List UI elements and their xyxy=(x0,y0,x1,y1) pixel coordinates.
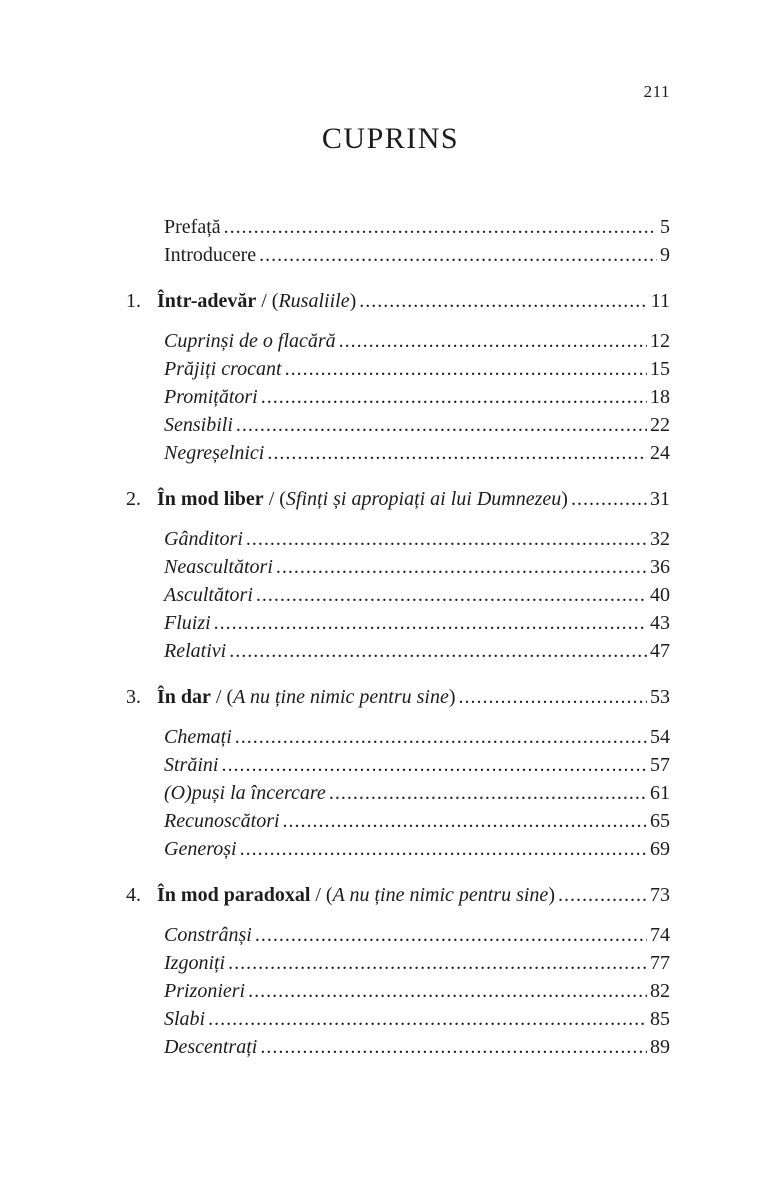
chapter-close-paren: ) xyxy=(561,488,568,510)
toc-page-ref: 5 xyxy=(660,216,670,238)
toc-entry-text: Generoși xyxy=(164,838,237,860)
toc-chapter-heading[interactable] xyxy=(0,290,670,318)
chapter-heading-text: Într-adevăr xyxy=(157,290,257,312)
dot-leader xyxy=(221,754,647,777)
toc-entry[interactable] xyxy=(0,612,670,640)
dot-leader xyxy=(571,488,647,511)
toc-entry-text: Slabi xyxy=(164,1008,206,1030)
toc-entry-label xyxy=(164,1036,257,1059)
chapter-subtitle: A nu ține nimic pentru sine xyxy=(332,884,549,906)
dot-leader xyxy=(359,290,647,313)
dot-leader xyxy=(329,782,647,805)
toc-entry-text: Prăjiți crocant xyxy=(164,358,282,380)
toc-entry[interactable] xyxy=(0,556,670,584)
toc-page-ref: 85 xyxy=(650,1008,670,1030)
chapter-close-paren: ) xyxy=(349,290,357,312)
toc-chapter-heading[interactable] xyxy=(0,884,670,912)
dot-leader xyxy=(261,386,647,409)
chapter-title xyxy=(157,290,356,313)
toc-entry[interactable] xyxy=(0,414,670,442)
dot-leader xyxy=(255,924,647,947)
dot-leader xyxy=(246,528,647,551)
chapter-title xyxy=(157,884,555,907)
chapter-spacer xyxy=(0,516,781,528)
chapter-number: 3. xyxy=(126,686,141,708)
dot-leader xyxy=(229,640,647,663)
toc-entry-label: Prefață xyxy=(164,216,221,238)
toc-page-ref: 69 xyxy=(650,838,670,860)
toc-entry-text: Relativi xyxy=(164,640,227,662)
chapter-close-paren: ) xyxy=(448,686,456,708)
dot-leader xyxy=(276,556,647,579)
toc-page-ref: 12 xyxy=(650,330,670,352)
toc-entry-label xyxy=(164,952,225,975)
dot-leader xyxy=(236,414,647,437)
toc-entry-label xyxy=(164,358,282,381)
toc-entry-label xyxy=(164,584,253,607)
dot-leader xyxy=(240,838,647,861)
dot-leader xyxy=(339,330,647,353)
toc-entry-text: Ascultători xyxy=(164,584,253,606)
chapter-separator: / ( xyxy=(256,290,279,312)
toc-page-ref: 31 xyxy=(650,488,670,510)
toc-entry[interactable] xyxy=(0,924,670,952)
toc-entry-label xyxy=(164,1008,205,1031)
toc-page-ref: 24 xyxy=(650,442,670,464)
toc-entry[interactable] xyxy=(0,358,670,386)
dot-leader xyxy=(558,884,647,907)
toc-entry-text: Izgoniți xyxy=(164,952,226,974)
page-title: CUPRINS xyxy=(321,122,460,155)
toc-page-ref: 54 xyxy=(650,726,670,748)
toc-page-ref: 89 xyxy=(650,1036,670,1058)
toc-entry-label xyxy=(164,612,211,635)
chapter-separator: / ( xyxy=(210,686,234,708)
dot-leader xyxy=(260,1036,647,1059)
toc-entry[interactable] xyxy=(0,980,670,1008)
toc-entry-label xyxy=(164,838,237,861)
toc-entry-label xyxy=(164,640,226,663)
toc-entry-label xyxy=(164,528,243,551)
toc-entry[interactable] xyxy=(0,952,670,980)
dot-leader xyxy=(235,726,647,749)
toc-entry[interactable] xyxy=(0,330,670,358)
toc-entry[interactable] xyxy=(0,386,670,414)
toc-page-ref: 77 xyxy=(650,952,670,974)
toc-entry-label xyxy=(164,442,264,465)
chapter-spacer xyxy=(0,866,781,884)
toc-entry-text: (O)puși la încercare xyxy=(164,782,326,804)
toc-entry-text: Promițători xyxy=(164,386,258,408)
toc-entry-text: Negreșelnici xyxy=(164,442,265,464)
toc-entry-text: Constrânși xyxy=(164,924,252,946)
toc-entry-text: Chemați xyxy=(164,726,232,748)
toc-chapter-heading[interactable] xyxy=(0,488,670,516)
dot-leader xyxy=(248,980,647,1003)
toc-entry[interactable] xyxy=(0,442,670,470)
dot-leader xyxy=(214,612,647,635)
toc-entry-label xyxy=(164,782,326,805)
toc-front-matter-introduction[interactable] xyxy=(0,244,670,272)
toc-page-ref: 43 xyxy=(650,612,670,634)
toc-entry[interactable] xyxy=(0,528,670,556)
toc-entry-label xyxy=(164,754,218,777)
dot-leader xyxy=(285,358,647,381)
toc-page-ref: 40 xyxy=(650,584,670,606)
chapter-subtitle: Sfinți și apropiați ai lui Dumnezeu xyxy=(285,488,562,510)
chapter-number: 1. xyxy=(126,290,141,312)
toc-page-ref: 9 xyxy=(660,244,670,266)
toc-entry[interactable] xyxy=(0,640,670,668)
toc-page-ref: 53 xyxy=(650,686,670,708)
toc-entry[interactable] xyxy=(0,726,670,754)
chapter-number: 4. xyxy=(126,884,141,906)
toc-entry-label: Introducere xyxy=(164,244,257,266)
toc-page-ref: 36 xyxy=(650,556,670,578)
toc-entry[interactable] xyxy=(0,838,670,866)
dot-leader xyxy=(267,442,647,465)
toc-page-ref: 74 xyxy=(650,924,670,946)
toc-entry[interactable] xyxy=(0,584,670,612)
dot-leader xyxy=(256,584,647,607)
toc-page-ref: 18 xyxy=(650,386,670,408)
chapter-subtitle: Rusaliile xyxy=(278,290,350,312)
chapter-title xyxy=(157,488,568,511)
toc-entry-text: Neascultători xyxy=(164,556,273,578)
toc-entry-text: Descentrați xyxy=(164,1036,258,1058)
toc-entry-label xyxy=(164,726,232,749)
toc-entry[interactable] xyxy=(0,810,670,838)
toc-entry-label xyxy=(164,980,245,1003)
toc-page-ref: 65 xyxy=(650,810,670,832)
toc-entry-label xyxy=(164,556,273,579)
toc-entry-text: Străini xyxy=(164,754,219,776)
chapter-subtitle: A nu ține nimic pentru sine xyxy=(233,686,449,708)
dot-leader xyxy=(283,810,647,833)
toc-page-ref: 61 xyxy=(650,782,670,804)
toc-page-ref: 11 xyxy=(650,290,670,312)
dot-leader xyxy=(259,244,657,267)
toc-entry-text: Recunoscători xyxy=(164,810,280,832)
dot-leader xyxy=(224,216,657,239)
chapter-list xyxy=(0,272,781,1064)
toc-entry-text: Sensibili xyxy=(164,414,233,436)
toc-page-ref: 57 xyxy=(650,754,670,776)
toc-entry-label xyxy=(164,414,233,437)
toc-entry[interactable] xyxy=(0,782,670,810)
chapter-title xyxy=(157,686,456,709)
toc-entry-label xyxy=(164,386,258,409)
toc-entry[interactable] xyxy=(0,1036,670,1064)
toc-page-ref: 32 xyxy=(650,528,670,550)
chapter-heading-text: În mod paradoxal xyxy=(157,884,311,906)
toc-entry-text: Fluizi xyxy=(164,612,211,634)
toc-entry-label xyxy=(164,924,252,947)
toc-page-ref: 15 xyxy=(650,358,670,380)
chapter-heading-text: În mod liber xyxy=(157,488,264,510)
chapter-close-paren: ) xyxy=(548,884,555,906)
chapter-spacer xyxy=(0,714,781,726)
toc-entry[interactable] xyxy=(0,1008,670,1036)
chapter-spacer xyxy=(0,318,781,330)
toc-page-ref: 82 xyxy=(650,980,670,1002)
chapter-heading-text: În dar xyxy=(157,686,211,708)
toc-page-ref: 73 xyxy=(650,884,670,906)
dot-leader xyxy=(228,952,647,975)
chapter-number: 2. xyxy=(126,488,141,510)
toc-entry-text: Cuprinși de o flacără xyxy=(164,330,336,352)
chapter-spacer xyxy=(0,470,781,488)
chapter-spacer xyxy=(0,668,781,686)
toc-entry-text: Prizonieri xyxy=(164,980,246,1002)
toc-page-ref: 22 xyxy=(650,414,670,436)
chapter-separator: / ( xyxy=(263,488,286,510)
dot-leader xyxy=(459,686,647,709)
toc-entry-label xyxy=(164,330,336,353)
toc-entry-label xyxy=(164,810,280,833)
chapter-spacer xyxy=(0,272,781,290)
table-of-contents xyxy=(0,216,781,1064)
page-number: 211 xyxy=(643,82,670,101)
chapter-separator: / ( xyxy=(310,884,333,906)
chapter-spacer xyxy=(0,912,781,924)
toc-page-ref: 47 xyxy=(650,640,670,662)
toc-chapter-heading[interactable] xyxy=(0,686,670,714)
toc-front-matter-preface[interactable] xyxy=(0,216,670,244)
toc-entry[interactable] xyxy=(0,754,670,782)
toc-entry-text: Gânditori xyxy=(164,528,243,550)
dot-leader xyxy=(208,1008,647,1031)
